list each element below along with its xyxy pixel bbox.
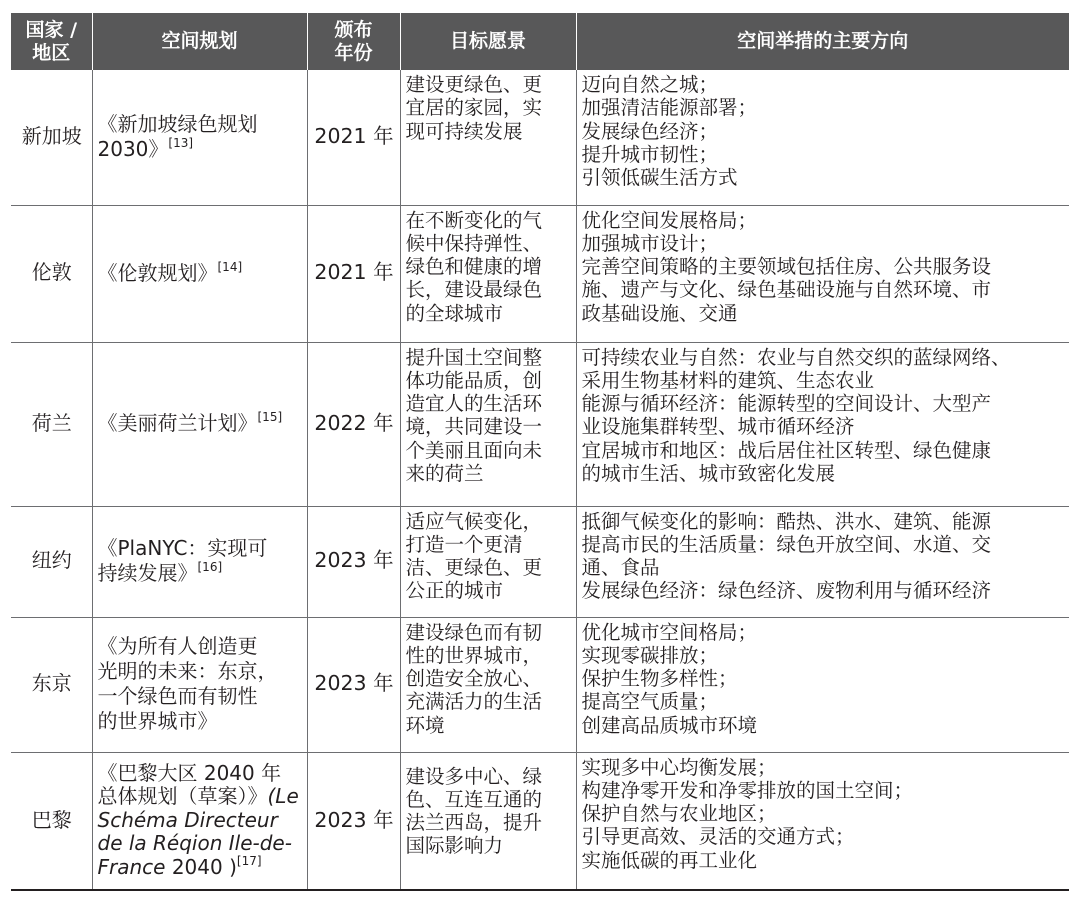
table-row	[11, 506, 1069, 617]
table-row	[11, 752, 1069, 890]
header-vision: 目标愿景	[400, 13, 576, 70]
table-row	[11, 342, 1069, 506]
year-cell: 2023 年	[307, 506, 400, 617]
measures-cell: 优化城市空间格局； 实现零碳排放； 保护生物多样性； 提高空气质量； 创建高品质城市环境	[576, 617, 1069, 752]
plan-cell: 《伦敦规划》[14]	[92, 205, 307, 342]
header-measures: 空间举措的主要方向	[576, 13, 1069, 70]
region-cell: 荷兰	[11, 342, 92, 506]
reference-mark: [13]	[168, 135, 194, 150]
year-cell: 2021 年	[307, 205, 400, 342]
vision-cell: 建设多中心、绿 色、互连互通的 法兰西岛，提升 国际影响力	[400, 752, 576, 890]
reference-mark: [15]	[257, 410, 283, 424]
reference-mark: [17]	[236, 853, 262, 868]
header-year: 颁布 年份	[307, 13, 400, 70]
region-cell: 新加坡	[11, 70, 92, 205]
measures-cell: 实现多中心均衡发展； 构建净零开发和净零排放的国土空间； 保护自然与农业地区； 引导更高效、灵活的交通方式； 实施低碳的再工业化	[576, 752, 1069, 890]
year-cell: 2023 年	[307, 617, 400, 752]
vision-cell: 建设绿色而有韧 性的世界城市， 创造安全放心、 充满活力的生活 环境	[400, 617, 576, 752]
year-cell: 2021 年	[307, 70, 400, 205]
vision-cell: 适应气候变化， 打造一个更清 洁、更绿色、更 公正的城市	[400, 506, 576, 617]
year-cell: 2023 年	[307, 752, 400, 890]
header-plan: 空间规划	[92, 13, 307, 70]
region-cell: 纽约	[11, 506, 92, 617]
plan-cell: 《新加坡绿色规划 2030》[13]	[92, 70, 307, 205]
reference-mark: [16]	[197, 560, 223, 574]
region-cell: 东京	[11, 617, 92, 752]
measures-cell: 优化空间发展格局； 加强城市设计； 完善空间策略的主要领域包括住房、公共服务设 施、遗产与文化、绿色基础设施与自然环境、市 政基础设施、交通	[576, 205, 1069, 342]
plan-cell: 《巴黎大区 2040 年 总体规划（草案）》(Le Schéma Directeur de la Réqion Ile-de- France 2040 )[17]	[92, 752, 307, 890]
table-row	[11, 70, 1069, 205]
reference-mark: [14]	[217, 259, 243, 274]
header-region: 国家 / 地区	[11, 13, 92, 70]
region-cell: 伦敦	[11, 205, 92, 342]
vision-cell: 提升国土空间整 体功能品质，创 造宜人的生活环 境，共同建设一 个美丽且面向未 来的荷兰	[400, 342, 576, 506]
region-cell: 巴黎	[11, 752, 92, 890]
vision-cell: 建设更绿色、更 宜居的家园，实 现可持续发展	[400, 70, 576, 205]
measures-cell: 可持续农业与自然：农业与自然交织的蓝绿网络、 采用生物基材料的建筑、生态农业 能源与循环经济：能源转型的空间设计、大型产 业设施集群转型、城市循环经济 宜居城市和地区：战后居住社区转型、绿色健康 的城市生活、城市致密化发展	[576, 342, 1069, 506]
planning-table	[11, 13, 1069, 891]
table-row	[11, 205, 1069, 342]
table-row	[11, 617, 1069, 752]
header-row	[11, 13, 1069, 70]
plan-cell: 《为所有人创造更 光明的未来：东京， 一个绿色而有韧性 的世界城市》	[92, 617, 307, 752]
measures-cell: 抵御气候变化的影响：酷热、洪水、建筑、能源 提高市民的生活质量：绿色开放空间、水道、交 通、食品 发展绿色经济：绿色经济、废物利用与循环经济	[576, 506, 1069, 617]
plan-cell: 《PlaNYC：实现可 持续发展》[16]	[92, 506, 307, 617]
measures-cell: 迈向自然之城； 加强清洁能源部署； 发展绿色经济； 提升城市韧性； 引领低碳生活方式	[576, 70, 1069, 205]
vision-cell: 在不断变化的气 候中保持弹性、 绿色和健康的增 长，建设最绿色 的全球城市	[400, 205, 576, 342]
plan-cell: 《美丽荷兰计划》[15]	[92, 342, 307, 506]
year-cell: 2022 年	[307, 342, 400, 506]
